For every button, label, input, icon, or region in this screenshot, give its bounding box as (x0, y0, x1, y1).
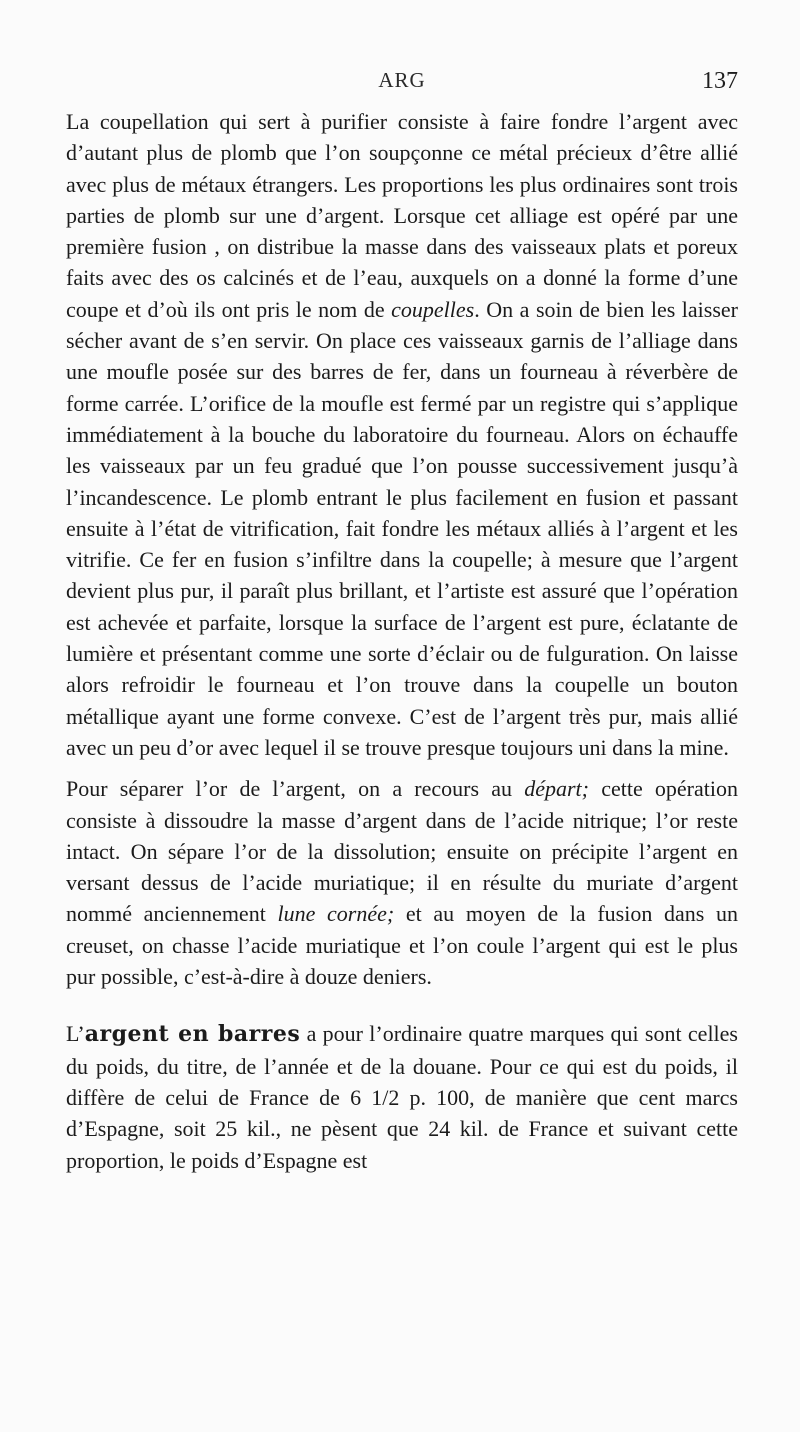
text-segment: La coupellation qui sert à purifier consiste à faire fondre l’argent avec d’autant plus de plomb que l’on soupçonne ce métal précieux d’être allié avec plus de métaux étrangers. Les proportions les plus ordinaires sont trois parties de plomb sur une d’argent. Lorsque cet alliage est opéré par une première fusion , on distribue la masse dans des vaisseaux plats et poreux faits avec des os calcinés et de l’eau, auxquels on a donné la forme d’une coupe et d’où ils ont pris le nom de (66, 109, 738, 322)
text-segment: L’ (66, 1021, 85, 1047)
body-text (66, 106, 738, 1176)
italic-term-depart: départ; (524, 776, 589, 802)
running-head-title: ARG (378, 68, 426, 92)
page-number: 137 (702, 68, 738, 94)
paragraph-depart (66, 773, 738, 992)
italic-term-lune-cornee: lune cornée; (277, 901, 395, 927)
text-segment: cette opération consiste à dissoudre la masse d’argent dans de l’acide nitrique; l’or reste intact. On sépare l’or de la dissolution; ensuite on précipite l’argent en versant dessus de l’acide muriatique; il en résulte du muriate d’argent nommé anciennement (66, 776, 738, 927)
text-segment: a pour l’ordinaire quatre marques qui sont celles du poids, du titre, de l’année et de la douane. Pour ce qui est du poids, il diffère de celui de France de 6 1/2 p. 100, de manière que cent marcs d’Espagne, soit 25 kil., ne pèsent que 24 kil. de France et suivant cette proportion, le poids d’Espagne est (66, 1021, 738, 1173)
text-segment: . On a soin de bien les laisser sécher avant de s’en servir. On place ces vaisseaux garnis de l’alliage dans une moufle posée sur des barres de fer, dans un fourneau à réverbère de forme carrée. L’orifice de la moufle est fermé par un registre qui s’applique immédiatement à la bouche du laboratoire du fourneau. Alors on échauffe les vaisseaux par un feu gradué que l’on pousse successivement jusqu’à l’incandescence. Le plomb entrant le plus facilement en fusion et passant ensuite à l’état de vitrification, fait fondre les métaux alliés à l’argent et les vitrifie. Ce fer en fusion s’infiltre dans la coupelle; à mesure que l’argent devient plus pur, il paraît plus brillant, et l’artiste est assuré que l’opération est achevée et parfaite, lorsque la surface de l’argent est pure, éclatante de lumière et présentant comme une sorte d’éclair ou de fulguration. On laisse alors refroidir le fourneau et l’on trouve dans la coupelle un bouton métallique ayant une forme convexe. C’est de l’argent très pur, mais allié avec un peu d’or avec lequel il se trouve presque toujours uni dans la mine. (66, 296, 739, 760)
text-segment: et au moyen de la fusion dans un creuset, on chasse l’acide muriatique et l’on coule l’argent qui est le plus pur possible, c’est-à-dire à douze deniers. (66, 901, 739, 990)
paragraph-coupellation (66, 106, 738, 763)
running-head (66, 68, 738, 102)
paragraph-argent-en-barres (66, 1018, 738, 1175)
italic-term-coupelles: coupelles (391, 296, 475, 322)
text-segment: Pour séparer l’or de l’argent, on a recours au (66, 776, 525, 802)
bold-term-argent-en-barres: argent en barres (84, 1021, 301, 1048)
